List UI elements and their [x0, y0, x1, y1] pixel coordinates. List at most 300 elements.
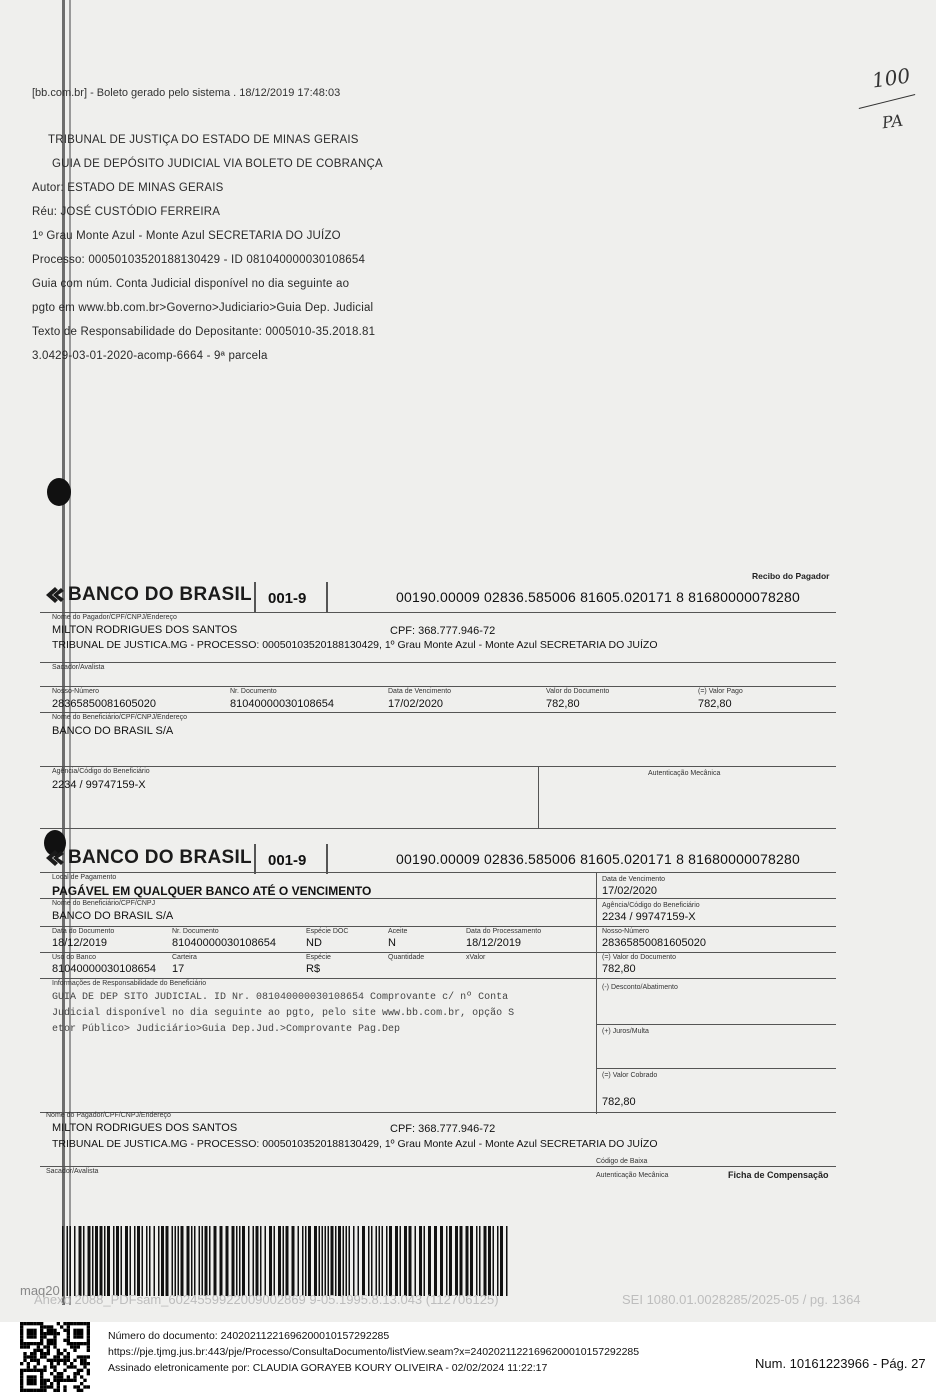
qr-module [57, 1379, 60, 1382]
qr-module [67, 1335, 70, 1338]
qr-module [87, 1385, 90, 1388]
qr-module [83, 1385, 86, 1388]
qr-module [53, 1335, 56, 1338]
qr-module [77, 1355, 80, 1358]
qr-module [20, 1389, 23, 1392]
qr-module [70, 1342, 73, 1345]
divider [40, 766, 836, 767]
barcode-bar [331, 1226, 334, 1296]
divider [40, 898, 836, 899]
qr-module [67, 1379, 70, 1382]
qr-module [40, 1342, 43, 1345]
qr-module [70, 1365, 73, 1368]
qr-module [60, 1379, 63, 1382]
qr-module [43, 1389, 46, 1392]
qr-module [27, 1329, 30, 1332]
guide-line: 3.0429-03-01-2020-acomp-6664 - 9ª parcela [32, 350, 268, 362]
field-label: Sacador/Avalista [52, 664, 105, 671]
qr-module [23, 1369, 26, 1372]
qr-module [60, 1375, 63, 1378]
qr-module [20, 1385, 23, 1388]
qr-module [47, 1352, 50, 1355]
nr-documento: 81040000030108654 [172, 937, 277, 949]
barcode-bar [130, 1226, 132, 1296]
punch-hole [47, 478, 71, 506]
qr-module [63, 1385, 66, 1388]
barcode-bar [338, 1226, 341, 1296]
qr-module [33, 1355, 36, 1358]
qr-module [83, 1342, 86, 1345]
qr-module [67, 1325, 70, 1328]
field-label: Uso do Banco [52, 954, 96, 961]
qr-module [57, 1349, 60, 1352]
divider [40, 952, 836, 953]
barcode-bar [88, 1226, 91, 1296]
scan-machine-id: maq20 [20, 1283, 60, 1298]
qr-module [40, 1335, 43, 1338]
guide-line: 1º Grau Monte Azul - Monte Azul SECRETARIA DO JUÍZO [32, 230, 341, 242]
qr-module [87, 1322, 90, 1325]
qr-module [87, 1345, 90, 1348]
qr-module [20, 1379, 23, 1382]
qr-module [33, 1352, 36, 1355]
divider [40, 872, 836, 873]
qr-module [67, 1352, 70, 1355]
barcode-bar [286, 1226, 289, 1296]
divider [40, 612, 836, 613]
field-label: Nr. Documento [230, 688, 277, 695]
barcode-bar [302, 1226, 304, 1296]
qr-module [80, 1382, 83, 1385]
qr-module [57, 1389, 60, 1392]
qr-module [80, 1342, 83, 1345]
digitable-line: 00190.00009 02836.585006 81605.020171 8 81680000078280 [396, 851, 800, 867]
qr-module [33, 1379, 36, 1382]
qr-module [33, 1359, 36, 1362]
qr-module [63, 1389, 66, 1392]
barcode-bar [142, 1226, 144, 1296]
qr-module [43, 1385, 46, 1388]
qr-module [57, 1375, 60, 1378]
barcode-bar [226, 1226, 229, 1296]
local-pagamento: PAGÁVEL EM QUALQUER BANCO ATÉ O VENCIMENTO [52, 884, 372, 898]
divider [40, 828, 836, 829]
qr-module [33, 1349, 36, 1352]
qr-module [37, 1342, 40, 1345]
qr-module [33, 1322, 36, 1325]
qr-module [53, 1345, 56, 1348]
qr-module [40, 1332, 43, 1335]
guide-line: Guia com núm. Conta Judicial disponível no dia seguinte ao [32, 278, 350, 290]
barcode-bar [158, 1226, 160, 1296]
qr-module [20, 1335, 23, 1338]
qr-module [30, 1389, 33, 1392]
qr-module [80, 1335, 83, 1338]
barcode-bar [205, 1226, 208, 1296]
qr-module [63, 1355, 66, 1358]
payer-address: TRIBUNAL DE JUSTICA.MG - PROCESSO: 00050103520188130429, 1º Grau Monte Azul - Monte Azul SECRETARIA DO JUÍZO [52, 639, 658, 651]
qr-module [50, 1342, 53, 1345]
qr-module [23, 1352, 26, 1355]
barcode-bar [121, 1226, 123, 1296]
qr-module [20, 1345, 23, 1348]
qr-module [43, 1335, 46, 1338]
qr-module [77, 1345, 80, 1348]
field-label: Agência/Código do Beneficiário [602, 902, 700, 909]
nosso-numero: 28365850081605020 [52, 698, 157, 710]
barcode-bar [239, 1226, 241, 1296]
qr-module [27, 1375, 30, 1378]
qr-module [43, 1345, 46, 1348]
field-label: Nosso-Número [52, 688, 100, 695]
qr-module [40, 1389, 43, 1392]
barcode-bar [484, 1226, 487, 1296]
field-label: Espécie DOC [306, 928, 349, 935]
qr-module [20, 1332, 23, 1335]
guide-line: Texto de Responsabilidade do Depositante: 0005010-35.2018.81 [32, 326, 376, 338]
barcode-bar [328, 1226, 330, 1296]
qr-module [83, 1359, 86, 1362]
qr-module [80, 1322, 83, 1325]
field-label: Autenticação Mecânica [648, 770, 721, 777]
qr-module [60, 1359, 63, 1362]
document-number: Número do documento: 24020211221696200010157292285 [108, 1330, 390, 1342]
qr-module [77, 1369, 80, 1372]
qr-module [73, 1365, 76, 1368]
qr-module [33, 1382, 36, 1385]
receipt-title: Recibo do Pagador [752, 571, 830, 581]
qr-module [87, 1329, 90, 1332]
barcode-bar [265, 1226, 267, 1296]
barcode-bar [434, 1226, 437, 1296]
qr-module [40, 1352, 43, 1355]
barcode-bar [172, 1226, 174, 1296]
qr-module [63, 1379, 66, 1382]
qr-module [53, 1369, 56, 1372]
qr-module [87, 1325, 90, 1328]
qr-module [37, 1349, 40, 1352]
instruction-line: Judicial disponível no dia seguinte ao pgto, pelo site www.bb.com.br, opção S [52, 1008, 515, 1019]
field-label: Carteira [172, 954, 197, 961]
qr-module [23, 1355, 26, 1358]
qr-module [43, 1352, 46, 1355]
divider [326, 582, 328, 612]
qr-module [40, 1329, 43, 1332]
guide-line: Réu: JOSÉ CUSTÓDIO FERREIRA [32, 206, 221, 218]
qr-module [60, 1325, 63, 1328]
barcode-bar [100, 1226, 103, 1296]
qr-module [47, 1325, 50, 1328]
qr-module [40, 1382, 43, 1385]
qr-module [43, 1365, 46, 1368]
qr-module [43, 1332, 46, 1335]
barcode-bar [92, 1226, 94, 1296]
qr-module [80, 1359, 83, 1362]
barcode-bar [395, 1226, 398, 1296]
qr-module [27, 1379, 30, 1382]
qr-module [37, 1322, 40, 1325]
data-processamento: 18/12/2019 [466, 937, 522, 949]
field-label: (=) Valor Cobrado [602, 1072, 658, 1079]
qr-module [73, 1372, 76, 1375]
barcode-bar [346, 1226, 348, 1296]
qr-module [37, 1389, 40, 1392]
barcode-bar [107, 1226, 110, 1296]
barcode-bar [283, 1226, 285, 1296]
barcode-bar [104, 1226, 106, 1296]
barcode-bar [440, 1226, 443, 1296]
qr-module [73, 1329, 76, 1332]
qr-module [47, 1332, 50, 1335]
barcode-bar [466, 1226, 469, 1296]
qr-module [33, 1369, 36, 1372]
barcode-bar [415, 1226, 417, 1296]
barcode-bar [449, 1226, 452, 1296]
qr-module [30, 1355, 33, 1358]
qr-module [73, 1345, 76, 1348]
qr-module [50, 1359, 53, 1362]
barcode-bar [194, 1226, 196, 1296]
qr-module [40, 1339, 43, 1342]
qr-module [37, 1345, 40, 1348]
barcode-bar [404, 1226, 407, 1296]
barcode-bar [62, 1226, 64, 1296]
barcode-bar [446, 1226, 448, 1296]
qr-module [57, 1362, 60, 1365]
barcode-bar [202, 1226, 204, 1296]
bank-code: 001-9 [268, 852, 307, 869]
barcode-bar [146, 1226, 148, 1296]
system-header-line: [bb.com.br] - Boleto gerado pelo sistema . 18/12/2019 17:48:03 [32, 87, 341, 99]
qr-module [83, 1355, 86, 1358]
barcode-bar [83, 1226, 85, 1296]
qr-module [20, 1375, 23, 1378]
page-number: Num. 10161223966 - Pág. 27 [755, 1356, 926, 1371]
qr-module [80, 1375, 83, 1378]
qr-module [77, 1329, 80, 1332]
qr-module [80, 1332, 83, 1335]
barcode-bar [292, 1226, 295, 1296]
ficha-label: Ficha de Compensação [728, 1170, 829, 1180]
qr-module [50, 1382, 53, 1385]
qr-module [80, 1329, 83, 1332]
qr-module [70, 1322, 73, 1325]
qr-module [67, 1355, 70, 1358]
field-label: (=) Valor do Documento [602, 954, 676, 961]
aceite: N [388, 937, 396, 949]
qr-module [37, 1369, 40, 1372]
qr-module [30, 1379, 33, 1382]
qr-module [73, 1332, 76, 1335]
barcode-bar [455, 1226, 458, 1296]
barcode-bar [149, 1226, 151, 1296]
qr-module [20, 1322, 23, 1325]
barcode-bar [353, 1226, 355, 1296]
field-label: Aceite [388, 928, 408, 935]
qr-module [33, 1329, 36, 1332]
qr-module [37, 1359, 40, 1362]
vencimento: 17/02/2020 [388, 698, 444, 710]
qr-module [20, 1372, 23, 1375]
qr-module [70, 1362, 73, 1365]
barcode-bar [236, 1226, 238, 1296]
payer-cpf: CPF: 368.777.946-72 [390, 1123, 496, 1135]
divider [40, 978, 836, 979]
qr-module [27, 1382, 30, 1385]
barcode-bar [125, 1226, 128, 1296]
qr-module [80, 1369, 83, 1372]
barcode-bar [470, 1226, 473, 1296]
qr-code [20, 1322, 90, 1392]
valor-documento: 782,80 [602, 963, 636, 975]
barcode-bar [308, 1226, 311, 1296]
barcode-bar [497, 1226, 499, 1296]
qr-module [47, 1339, 50, 1342]
qr-module [33, 1342, 36, 1345]
scan-sei-stamp: SEI 1080.01.0028285/2025-05 / pg. 1364 [622, 1292, 861, 1307]
qr-module [53, 1332, 56, 1335]
vencimento: 17/02/2020 [602, 885, 658, 897]
qr-module [53, 1365, 56, 1368]
field-label: (+) Juros/Multa [602, 1028, 649, 1035]
qr-module [47, 1359, 50, 1362]
divider [40, 926, 836, 927]
qr-module [67, 1375, 70, 1378]
qr-module [67, 1359, 70, 1362]
qr-module [30, 1342, 33, 1345]
qr-module [23, 1359, 26, 1362]
qr-module [43, 1325, 46, 1328]
agencia: 2234 / 99747159-X [52, 779, 146, 791]
qr-module [87, 1342, 90, 1345]
qr-module [57, 1322, 60, 1325]
qr-module [33, 1389, 36, 1392]
qr-module [77, 1342, 80, 1345]
qr-module [47, 1349, 50, 1352]
qr-module [50, 1365, 53, 1368]
qr-module [30, 1335, 33, 1338]
field-label: Data de Vencimento [602, 876, 666, 883]
barcode-bar [242, 1226, 245, 1296]
barcode-bar [400, 1226, 402, 1296]
valor-cobrado: 782,80 [602, 1096, 636, 1108]
divider [254, 582, 256, 612]
qr-module [73, 1342, 76, 1345]
qr-module [83, 1365, 86, 1368]
qr-module [53, 1359, 56, 1362]
nosso-numero: 28365850081605020 [602, 937, 707, 949]
qr-module [77, 1322, 80, 1325]
qr-module [47, 1345, 50, 1348]
qr-module [23, 1345, 26, 1348]
qr-module [80, 1389, 83, 1392]
field-label: Espécie [306, 954, 331, 961]
barcode-bar [460, 1226, 463, 1296]
qr-module [53, 1379, 56, 1382]
field-label: Sacador/Avalista [46, 1168, 99, 1175]
divider [596, 872, 597, 1114]
qr-module [57, 1382, 60, 1385]
qr-module [70, 1379, 73, 1382]
field-label: Nome do Beneficiário/CPF/CNPJ [52, 900, 156, 907]
barcode-bar [389, 1226, 392, 1296]
qr-module [27, 1342, 30, 1345]
barcode-bar [493, 1226, 495, 1296]
barcode-bar [74, 1226, 76, 1296]
signature-line: Assinado eletronicamente por: CLAUDIA GORAYEB KOURY OLIVEIRA - 02/02/2024 11:22:17 [108, 1362, 548, 1374]
qr-module [27, 1389, 30, 1392]
barcode-bar [371, 1226, 373, 1296]
field-label: Código de Baixa [596, 1158, 648, 1165]
qr-module [20, 1369, 23, 1372]
qr-module [57, 1332, 60, 1335]
qr-module [87, 1362, 90, 1365]
qr-module [27, 1369, 30, 1372]
qr-module [27, 1322, 30, 1325]
qr-module [30, 1329, 33, 1332]
guide-line: TRIBUNAL DE JUSTIÇA DO ESTADO DE MINAS GERAIS [48, 134, 359, 146]
qr-module [80, 1362, 83, 1365]
qr-module [87, 1372, 90, 1375]
barcode-bar [116, 1226, 119, 1296]
qr-module [30, 1332, 33, 1335]
qr-module [60, 1352, 63, 1355]
qr-module [83, 1362, 86, 1365]
barcode-bar [476, 1226, 478, 1296]
barcode-bar [113, 1226, 115, 1296]
qr-module [63, 1349, 66, 1352]
qr-module [57, 1352, 60, 1355]
qr-module [30, 1375, 33, 1378]
barcode-bar [376, 1226, 378, 1296]
qr-module [20, 1362, 23, 1365]
field-label: Local de Pagamento [52, 874, 117, 881]
barcode-bar [232, 1226, 235, 1296]
barcode-bar [274, 1226, 276, 1296]
divider [596, 1024, 836, 1025]
barcode-bar [386, 1226, 388, 1296]
qr-module [40, 1355, 43, 1358]
qr-module [50, 1329, 53, 1332]
qr-module [20, 1339, 23, 1342]
qr-module [73, 1379, 76, 1382]
qr-module [53, 1342, 56, 1345]
barcode-bar [506, 1226, 508, 1296]
document-url[interactable]: https://pje.tjmg.jus.br:443/pje/Processo/ConsultaDocumento/listView.seam?x=24020211221696200010157292285 [108, 1346, 640, 1358]
payer-address: TRIBUNAL DE JUSTICA.MG - PROCESSO: 00050103520188130429, 1º Grau Monte Azul - Monte Azul SECRETARIA DO JUÍZO [52, 1138, 658, 1150]
barcode-bar [358, 1226, 360, 1296]
field-label: Data do Processamento [466, 928, 542, 935]
bank-name: BANCO DO BRASIL [68, 584, 252, 605]
barcode-bar [335, 1226, 337, 1296]
qr-module [57, 1385, 60, 1388]
qr-module [20, 1382, 23, 1385]
qr-module [73, 1322, 76, 1325]
qr-module [43, 1369, 46, 1372]
qr-module [87, 1355, 90, 1358]
qr-module [33, 1332, 36, 1335]
qr-module [53, 1339, 56, 1342]
guide-line: pgto em www.bb.com.br>Governo>Judiciario>Guia Dep. Judicial [32, 302, 374, 314]
digitable-line: 00190.00009 02836.585006 81605.020171 8 81680000078280 [396, 589, 800, 605]
barcode-bar [379, 1226, 381, 1296]
field-label: Nr. Documento [172, 928, 219, 935]
data-documento: 18/12/2019 [52, 937, 108, 949]
field-label: Quantidade [388, 954, 425, 961]
guide-line: Autor: ESTADO DE MINAS GERAIS [32, 182, 224, 194]
qr-module [73, 1375, 76, 1378]
barcode-bar [70, 1226, 72, 1296]
